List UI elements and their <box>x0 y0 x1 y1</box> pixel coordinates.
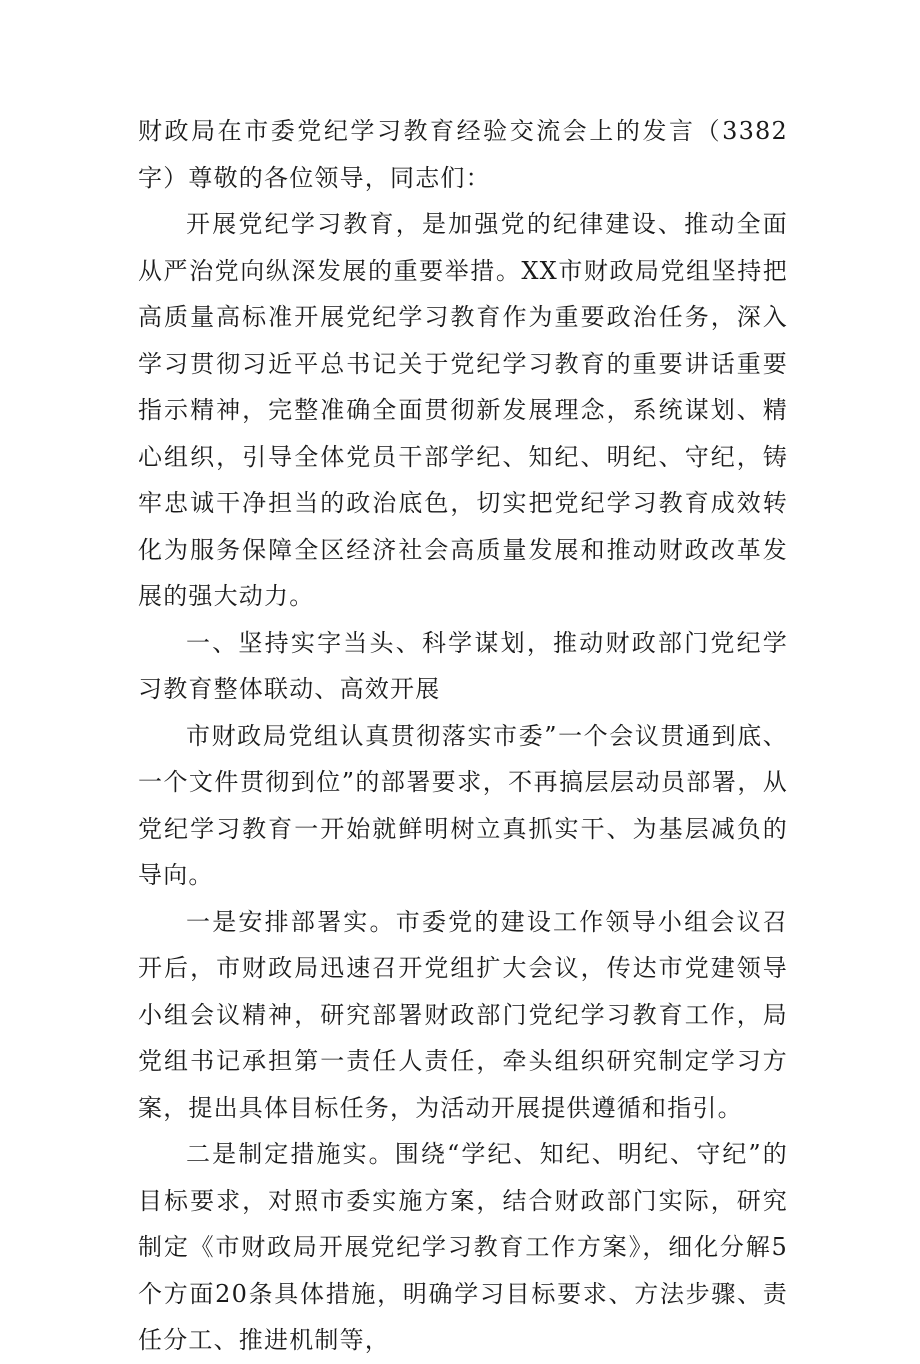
body-paragraph-point-1: 一是安排部署实。市委党的建设工作领导小组会议召开后，市财政局迅速召开党组扩大会议，传达市党建领导小组会议精神，研究部署财政部门党纪学习教育工作，局党组书记承担第一责任人责任，牵头组织研究制定学习方案，提出具体目标任务，为活动开展提供遵循和指引。 <box>138 907 788 1122</box>
section-heading-1: 一、坚持实字当头、科学谋划，推动财政部门党纪学习教育整体联动、高效开展 <box>138 628 788 703</box>
body-paragraph-point-2: 二是制定措施实。围绕“学纪、知纪、明纪、守纪”的目标要求，对照市委实施方案，结合财政部门实际，研究制定《市财政局开展党纪学习教育工作方案》，细化分解5个方面20条具体措施，明确学习目标要求、方法步骤、责任分工、推进机制等， <box>138 1140 788 1354</box>
body-paragraph-intro: 开展党纪学习教育，是加强党的纪律建设、推动全面从严治党向纵深发展的重要举措。XX市财政局党组坚持把高质量高标准开展党纪学习教育作为重要政治任务，深入学习贯彻习近平总书记关于党纪学习教育的重要讲话重要指示精神，完整准确全面贯彻新发展理念，系统谋划、精心组织，引导全体党员干部学纪、知纪、明纪、守纪，铸牢忠诚干净担当的政治底色，切实把党纪学习教育成效转化为服务保障全区经济社会高质量发展和推动财政改革发展的强大动力。 <box>138 210 788 610</box>
body-paragraph-section-1: 市财政局党组认真贯彻落实市委”一个会议贯通到底、一个文件贯彻到位”的部署要求，不再搞层层动员部署，从党纪学习教育一开始就鲜明树立真抓实干、为基层减负的导向。 <box>138 721 788 889</box>
document-body <box>138 108 788 1364</box>
document-title-paragraph: 财政局在市委党纪学习教育经验交流会上的发言（3382字）尊敬的各位领导，同志们： <box>138 117 788 192</box>
